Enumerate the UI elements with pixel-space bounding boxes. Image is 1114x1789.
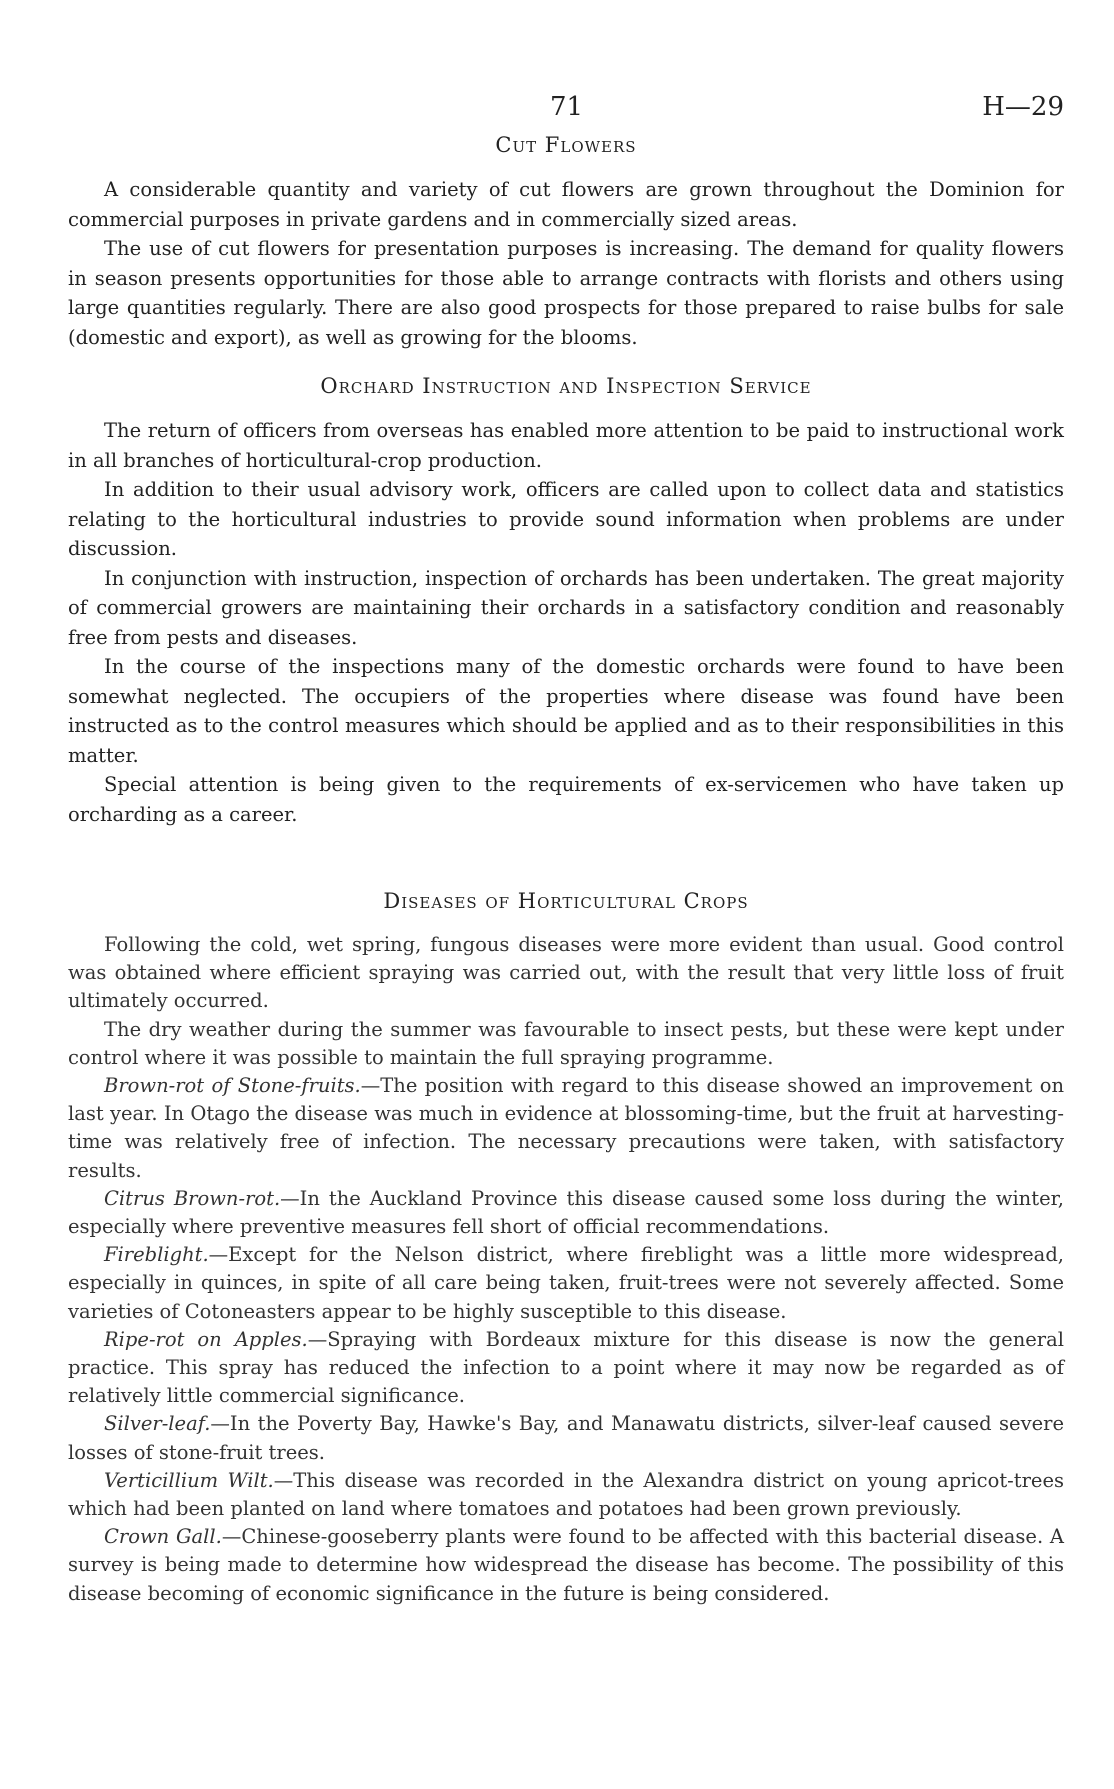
paragraph: In the course of the inspections many of the domestic orchards were found to have been somewhat neglected. The occupiers of the properties where disease was found have been instructed as to the control measures which should be applied and as to their responsibilities in this matter. [68, 655, 1064, 767]
disease-name: Verticillium Wilt. [104, 1468, 274, 1492]
document-page [68, 78, 1064, 1608]
disease-name: Citrus Brown-rot. [104, 1186, 281, 1210]
section-title-diseases: Diseases of Horticultural Crops [383, 889, 749, 913]
document-reference: H—29 [982, 92, 1064, 122]
disease-name: Brown-rot of Stone-fruits. [104, 1074, 361, 1098]
disease-name: Silver-leaf. [104, 1412, 211, 1436]
disease-paragraph-verticillium-wilt [68, 1467, 1064, 1523]
disease-paragraph-fireblight [68, 1241, 1064, 1326]
paragraph: Following the cold, wet spring, fungous diseases were more evident than usual. Good control was obtained where efficient spraying was carried out, with the result that very little loss of fruit ultimately occurred. [68, 933, 1064, 1013]
section-title-orchard-instruction: Orchard Instruction and Inspection Service [320, 374, 812, 398]
paragraph: The dry weather during the summer was favourable to insect pests, but these were kept under control where it was possible to maintain the full spraying programme. [68, 1017, 1064, 1069]
disease-name: Ripe-rot on Apples. [104, 1327, 308, 1351]
disease-text: —Spraying with Bordeaux mixture for this disease is now the general practice. This spray has reduced the infection to a point where it may now be regarded as of relatively little commercial significance. [68, 1327, 1064, 1408]
disease-paragraph-citrus-brown-rot [68, 1185, 1064, 1241]
disease-text: —This disease was recorded in the Alexandra district on young apricot-trees which had been planted on land where tomatoes and potatoes had been grown previously. [68, 1468, 1064, 1521]
paragraph: In addition to their usual advisory work, officers are called upon to collect data and statistics relating to the horticultural industries to provide sound information when problems are under discussion. [68, 478, 1064, 560]
section-diseases [68, 889, 1064, 1608]
page-number: 71 [550, 92, 584, 122]
section-title-cut-flowers: Cut Flowers [495, 133, 637, 157]
disease-paragraph-ripe-rot [68, 1326, 1064, 1411]
disease-name: Fireblight. [104, 1243, 209, 1267]
disease-paragraph-crown-gall [68, 1523, 1064, 1608]
paragraph: Special attention is being given to the requirements of ex-servicemen who have taken up orcharding as a career. [68, 773, 1064, 826]
disease-paragraph-silver-leaf [68, 1410, 1064, 1466]
disease-text: —Except for the Nelson district, where fireblight was a little more widespread, especially in quinces, in spite of all care being taken, fruit-trees were not severely affected. Some varieties of Cotoneasters appear to be highly susceptible to this disease. [68, 1243, 1064, 1323]
paragraph: In conjunction with instruction, inspection of orchards has been undertaken. The great majority of commercial growers are maintaining their orchards in a satisfactory condition and reasonably free from pests and diseases. [68, 566, 1064, 649]
disease-text: —In the Poverty Bay, Hawke's Bay, and Manawatu districts, silver-leaf caused severe losses of stone-fruit trees. [68, 1412, 1064, 1464]
paragraph: The return of officers from overseas has enabled more attention to be paid to instructional work in all branches of horticultural-crop production. [68, 419, 1064, 472]
disease-text: —Chinese-gooseberry plants were found to be affected with this bacterial disease. A survey is being made to determine how widespread the disease has become. The possibility of this disease becoming of economic significance in the future is being considered. [68, 1525, 1064, 1605]
paragraph: A considerable quantity and variety of cut flowers are grown throughout the Dominion for commercial purposes in private gardens and in commercially sized areas. [68, 178, 1064, 231]
paragraph: The use of cut flowers for presentation purposes is increasing. The demand for quality flowers in season presents opportunities for those able to arrange contracts with florists and others using large quantities regularly. There are also good prospects for those prepared to raise bulbs for sale (domestic and export), as well as growing for the blooms. [68, 237, 1064, 349]
disease-text: —In the Auckland Province this disease caused some loss during the winter, especially where preventive measures fell short of official recommendations. [68, 1186, 1064, 1239]
disease-name: Crown Gall. [104, 1525, 222, 1549]
disease-paragraph-brown-rot [68, 1072, 1064, 1185]
disease-text: —The position with regard to this disease showed an improvement on last year. In Otago the disease was much in evidence at blossoming-time, but the fruit at harvesting-time was relatively free of infection. The necessary precautions were taken, with satisfactory results. [68, 1074, 1065, 1182]
page-header [68, 78, 1064, 122]
